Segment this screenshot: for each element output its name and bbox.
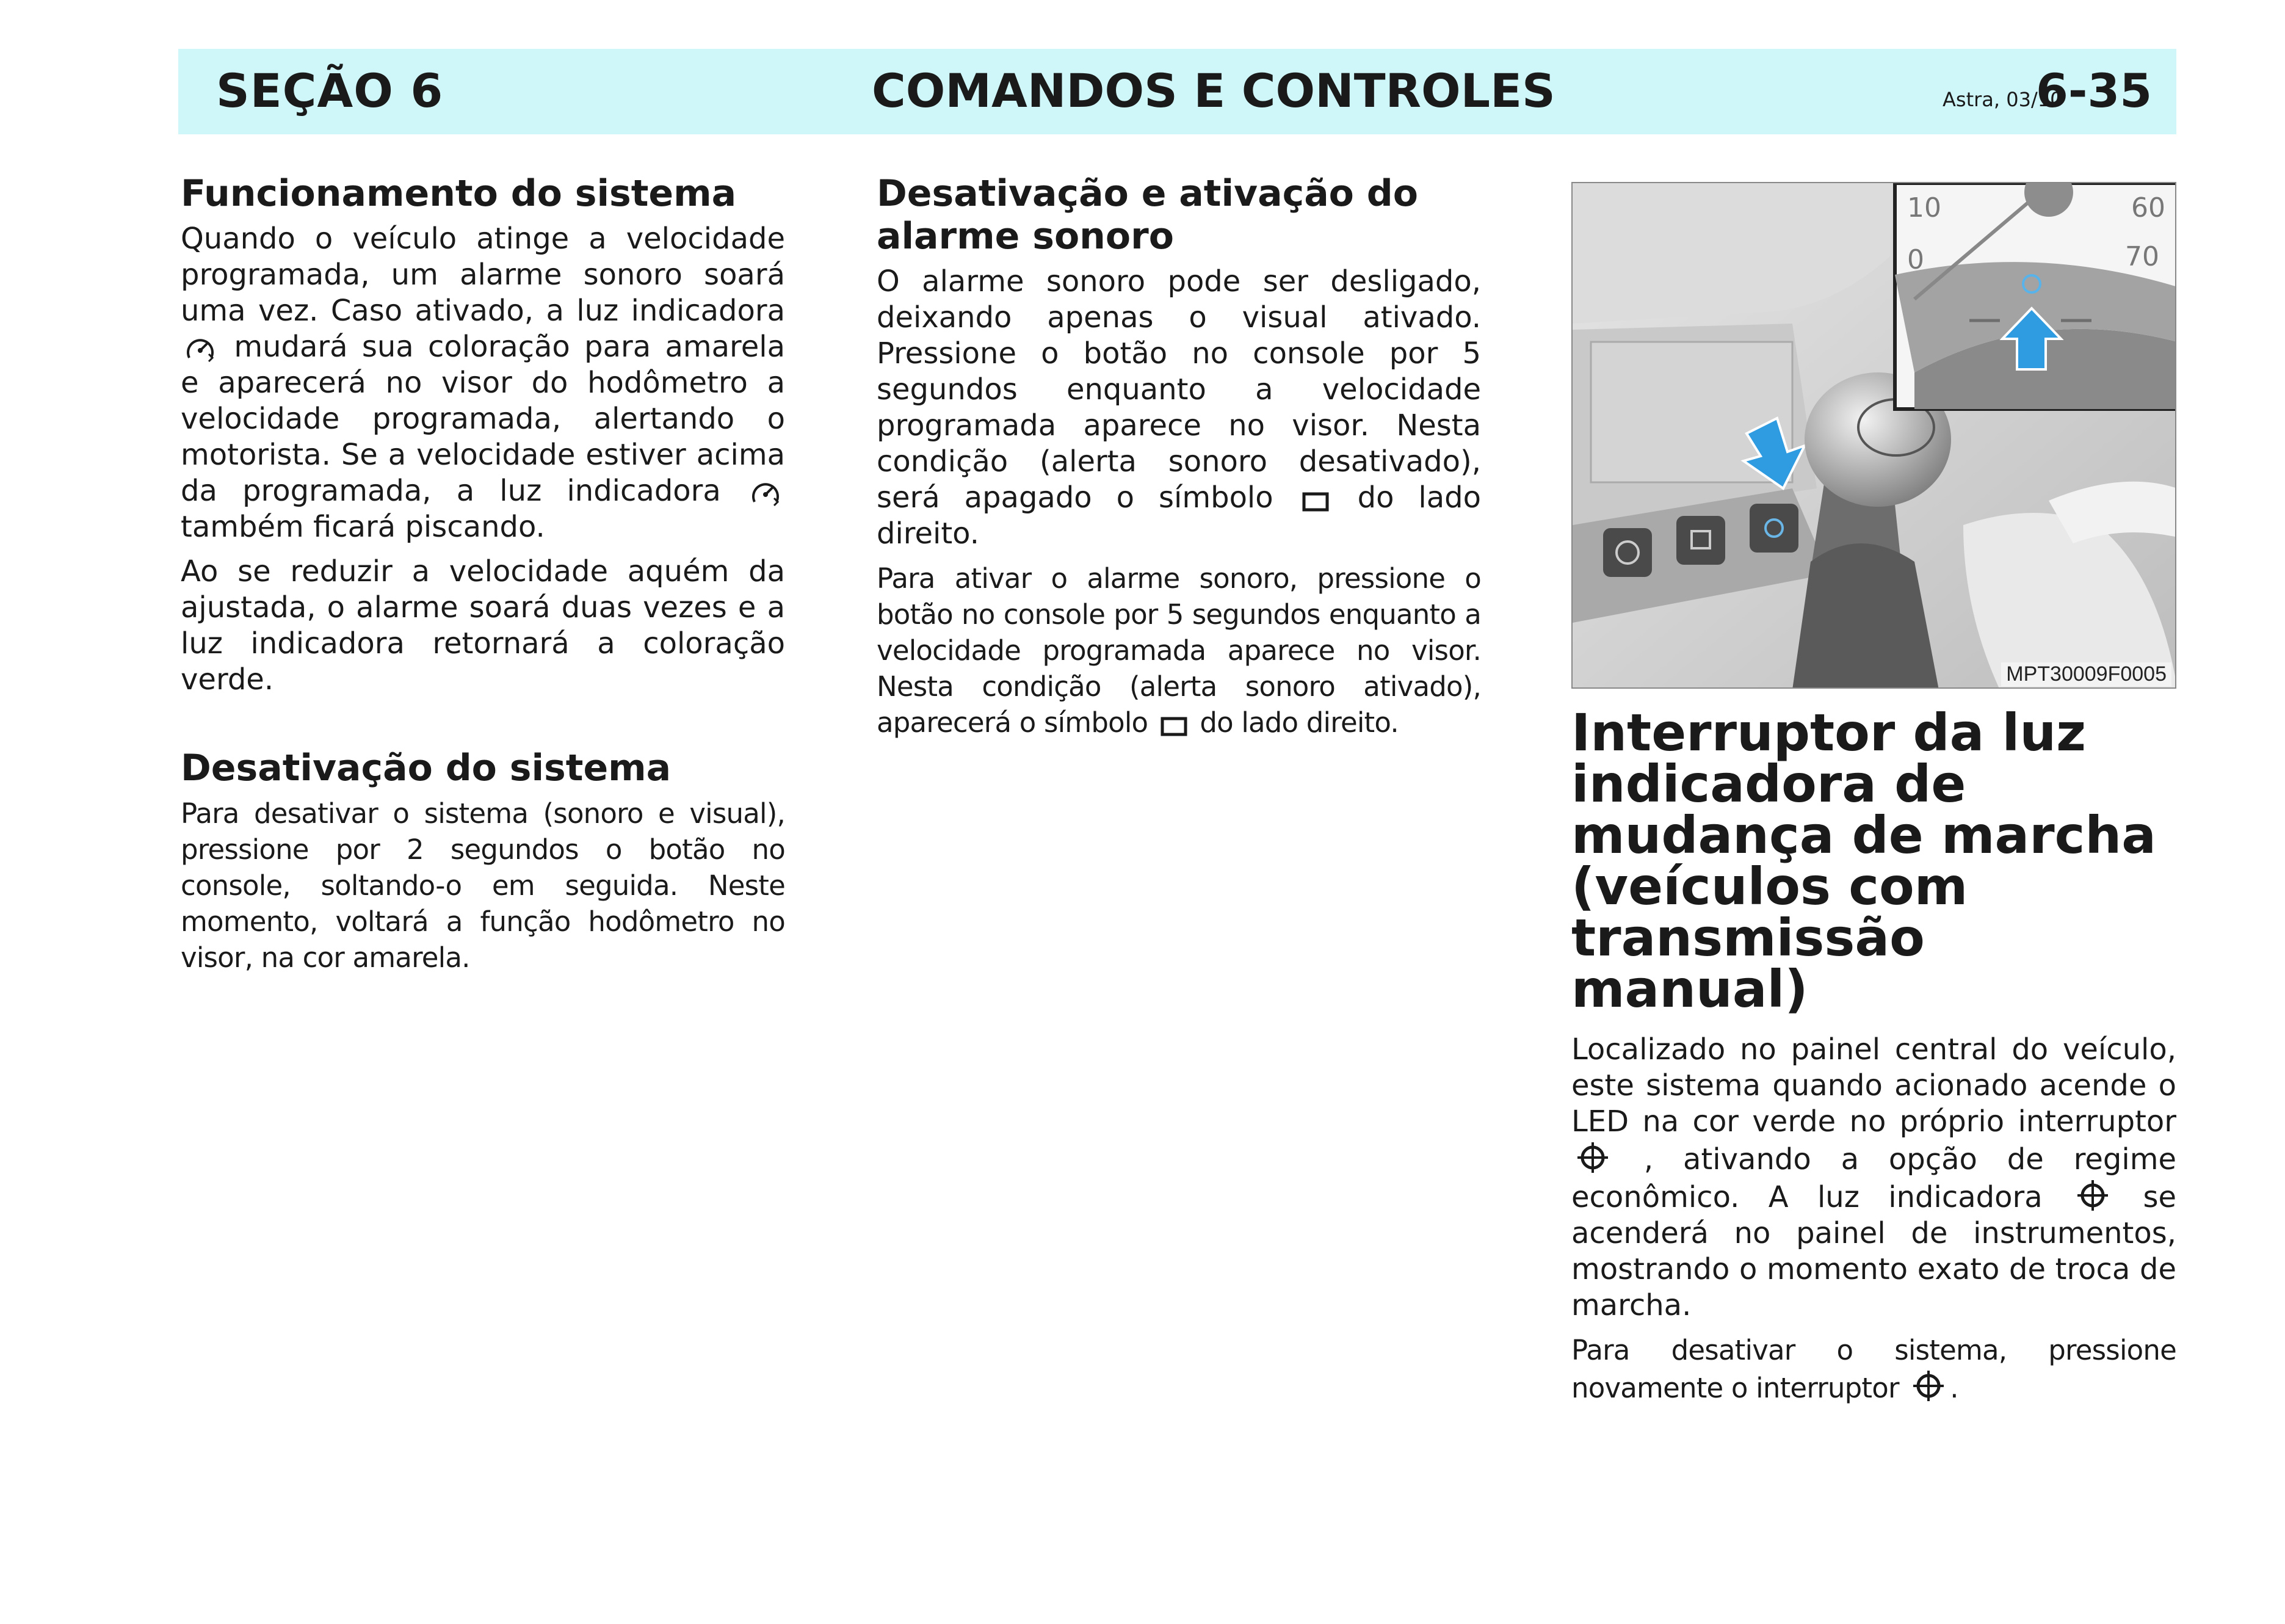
gauge-label-0: 0 [1907,244,1924,275]
paragraph-ativar-alarme [877,560,1481,741]
paragraph-desativar-interruptor [1571,1332,2176,1406]
gear-shift-indicator-icon [2075,1178,2110,1213]
paragraph-reducao: Ao se reduzir a velocidade aquém da ajustada, o alarme soará duas vezes e a luz indicadora retornará a coloração verde. [181,554,785,697]
speed-indicator-icon [750,477,781,507]
text-interruptor-c: se acenderá no painel de instrumentos, mostrando o momento exato de troca de marcha. [1571,1180,2176,1322]
text-funcionamento-a: Quando o veículo atinge a velocidade programada, um alarme sonoro soará uma vez. Caso ativado, a luz indicadora [181,222,785,328]
gauge-label-60: 60 [2131,192,2165,223]
paragraph-desativacao: Para desativar o sistema (sonoro e visual), pressione por 2 segundos o botão no console, soltando-o em seguida. Neste momento, voltará a função hodômetro no visor, na cor amarela. [181,797,785,974]
speed-indicator-icon [184,333,216,363]
column-2 [877,172,1481,749]
gauge-label-70: 70 [2125,241,2159,272]
gear-shift-indicator-icon [1911,1368,1946,1404]
square-symbol-icon [1302,489,1330,513]
section-label: SEÇÃO 6 [216,63,444,118]
gauge-label-10: 10 [1907,192,1941,223]
text-ativar-a: Para ativar o alarme sonoro, pressione o botão no console por 5 segundos enquanto a velocidade programada aparece no visor. Nesta condição (alerta sonoro ativado), aparecerá o símbolo [877,562,1481,739]
text-interruptor-a: Localizado no painel central do veículo, este sistema quando acionado acende o LED na cor verde no próprio interruptor [1571,1032,2176,1139]
text-interruptor-b: , ativando a opção de regime econômico. A luz indicadora [1571,1142,2177,1214]
text-desligar-a: O alarme sonoro pode ser desligado, deixando apenas o visual ativado. Pressione o botão no console por 5 segundos enquanto a velocidade programada aparece no visor. Nesta condição (alerta sonoro desativado), será apagado o símbolo [877,264,1481,515]
column-1 [181,172,785,984]
heading-desativacao: Desativação do sistema [181,747,672,789]
edition-label: Astra, 03/10 [1943,88,2063,111]
text-ativar-b: do lado direito. [1200,706,1399,739]
console-photo [1571,182,2176,689]
paragraph-funcionamento [181,221,785,545]
gear-shift-indicator-icon [1575,1140,1610,1175]
page-header [178,49,2176,134]
text-desativar-a: Para desativar o sistema, pressione novamente o interruptor [1571,1334,2176,1404]
text-funcionamento-c: também ficará piscando. [181,510,545,544]
text-funcionamento-b: mudará sua coloração para amarela e aparecerá no visor do hodômetro a velocidade programada, alertando o motorista. Se a velocidade estiver acima da programada, a luz indicadora [181,330,785,508]
image-code: MPT30009F0005 [2001,662,2171,686]
square-symbol-icon [1160,714,1188,738]
page-number: 6-35 [2036,63,2153,118]
column-3 [1571,182,2176,1415]
paragraph-interruptor [1571,1032,2176,1324]
text-desligar-b: do lado direito. [877,480,1482,551]
heading-alarme-sonoro: Desativação e ativação do alarme sonoro [877,172,1418,258]
heading-interruptor: Interruptor da luz indicadora de mudança de marcha (veículos com transmissão manual) [1571,703,2156,1019]
heading-funcionamento: Funcionamento do sistema [181,172,737,215]
text-desativar-b: . [1950,1372,1958,1404]
paragraph-desligar-alarme [877,264,1481,552]
chapter-title: COMANDOS E CONTROLES [872,63,1555,118]
